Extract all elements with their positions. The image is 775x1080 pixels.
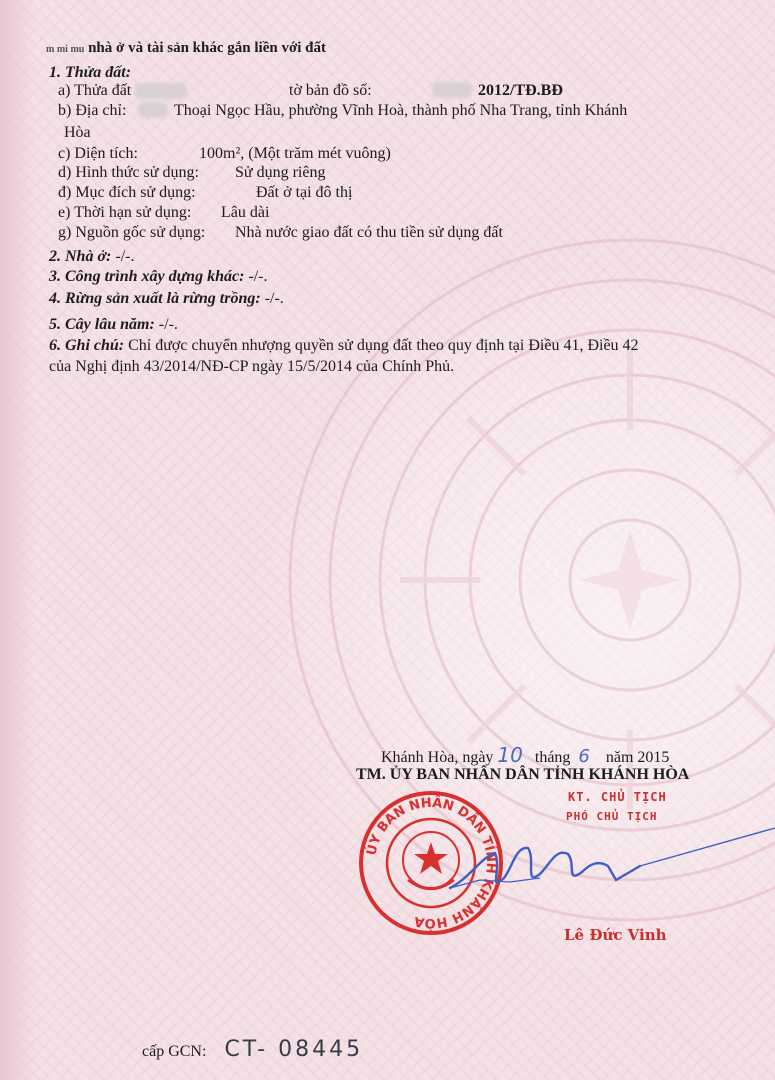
section-5-value: -/-. — [158, 316, 178, 333]
section-6-line2: của Nghị định 43/2014/NĐ-CP ngày 15/5/2014 của Chính Phủ. — [49, 358, 455, 375]
parcel-number-row — [58, 82, 187, 100]
section-3-heading: 3. Công trình xây dựng khác: — [49, 268, 245, 285]
usage-form-label: d) Hình thức sử dụng: — [58, 164, 199, 181]
section-4-heading: 4. Rừng sản xuất là rừng trồng: — [49, 290, 261, 307]
section-3-row — [49, 268, 268, 286]
redacted-map-sheet — [432, 82, 472, 98]
usage-form-value: Sử dụng riêng — [235, 164, 326, 181]
role-line1: KT. CHỦ TỊCH — [568, 790, 667, 804]
document-heading — [46, 40, 326, 57]
place-date-prefix: Khánh Hòa, ngày — [381, 749, 494, 766]
origin-value: Nhà nước giao đất có thu tiền sử dụng đất — [235, 224, 503, 241]
map-sheet-label: tờ bản đồ số: — [289, 82, 372, 99]
date-year: 2015 — [637, 749, 670, 766]
cert-number-row — [142, 1037, 363, 1062]
heading-title: nhà ở và tài sản khác gắn liền với đất — [88, 40, 327, 56]
parcel-number-label: a) Thửa đất — [58, 82, 132, 99]
cert-number-value: CT- 08445 — [224, 1037, 364, 1062]
usage-term-value: Lâu dài — [221, 204, 270, 221]
section-3-value: -/-. — [248, 268, 268, 285]
area-label: c) Diện tích: — [58, 145, 138, 162]
section-2-row — [49, 248, 134, 266]
address-label: b) Địa chỉ: — [58, 102, 127, 119]
section-6-heading: 6. Ghi chú: — [49, 337, 125, 354]
handwritten-signature — [440, 818, 775, 928]
area-value: 100m², (Một trăm mét vuông) — [199, 145, 391, 162]
section-6-row — [49, 337, 639, 355]
place-date-row — [381, 743, 669, 767]
month-label: tháng — [534, 749, 571, 766]
section-2-heading: 2. Nhà ở: — [49, 248, 112, 265]
usage-purpose-value: Đất ở tại đô thị — [256, 184, 353, 201]
origin-label: g) Nguồn gốc sử dụng: — [58, 224, 206, 241]
address-value-line1: Thoại Ngọc Hầu, phường Vĩnh Hoà, thành phố Nha Trang, tỉnh Khánh — [174, 102, 628, 119]
section-5-row — [49, 316, 178, 334]
section-1-heading: 1. Thửa đất: — [49, 64, 132, 81]
address-value-line2: Hòa — [64, 124, 91, 141]
usage-purpose-label: đ) Mục đích sử dụng: — [58, 184, 196, 201]
usage-term-label: e) Thời hạn sử dụng: — [58, 204, 192, 221]
seal-text: ỦY BAN NHÂN DÂN TỈNH KHÁNH HÒA — [364, 795, 499, 931]
redacted-house-number — [138, 102, 168, 118]
section-6-line1: Chỉ được chuyển nhượng quyền sử dụng đất theo quy định tại Điều 41, Điều 42 — [128, 337, 639, 354]
paper-edge — [0, 0, 36, 1080]
signer-name: Lê Đức Vinh — [564, 926, 667, 944]
section-5-heading: 5. Cây lâu năm: — [49, 316, 155, 333]
section-2-value: -/-. — [115, 248, 135, 265]
redacted-parcel-number — [135, 83, 187, 99]
section-4-value: -/-. — [264, 290, 284, 307]
map-sheet-value: 2012/TĐ.BĐ — [478, 82, 563, 99]
heading-prefix: m mi mu — [46, 44, 85, 55]
date-month: 6 — [578, 746, 590, 767]
date-day: 10 — [497, 743, 523, 767]
issuing-authority: TM. ỦY BAN NHÂN DÂN TỈNH KHÁNH HÒA — [356, 766, 690, 783]
cert-number-label: cấp GCN: — [142, 1043, 207, 1060]
role-line2: PHÓ CHỦ TỊCH — [566, 810, 658, 823]
year-label: năm — [605, 749, 634, 766]
section-4-row — [49, 290, 284, 308]
